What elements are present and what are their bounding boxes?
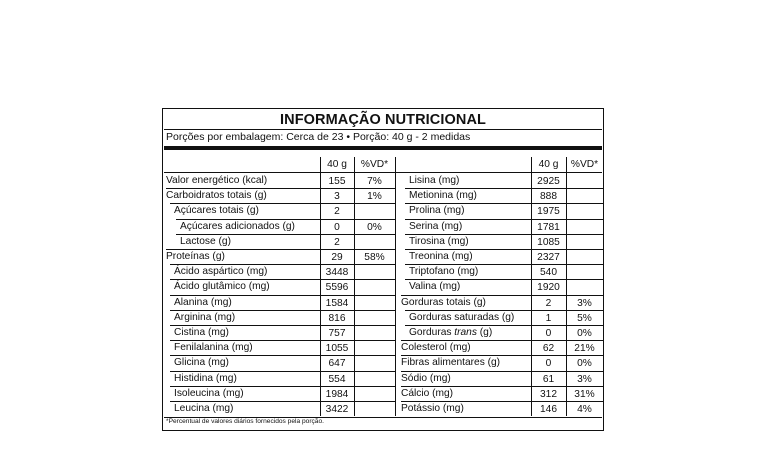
right-row-dv: 31% [574, 388, 595, 400]
left-row-name: Açúcares totais (g) [174, 205, 259, 217]
left-row-value: 29 [331, 252, 343, 263]
right-row-dv: 3% [577, 297, 592, 309]
right-row-name: Treonina (mg) [409, 251, 473, 262]
left-row-value: 1984 [325, 388, 349, 400]
left-row-name: Valor energético (kcal) [166, 175, 268, 186]
left-row-value: 2 [334, 206, 340, 218]
left-row-dv: 58% [364, 252, 385, 263]
left-row-name: Açúcares adicionados (g) [180, 220, 295, 232]
right-row-value: 1781 [537, 221, 560, 233]
right-row-name: Potássio (mg) [401, 403, 464, 414]
right-row-dv: 0% [577, 358, 592, 370]
left-row-value: 647 [328, 358, 346, 370]
left-row-value: 0 [334, 221, 340, 233]
right-row-value: 1 [545, 312, 552, 324]
right-row-value: 0 [545, 328, 552, 339]
left-row-name: Proteínas (g) [166, 251, 225, 262]
right-row-name: Triptofano (mg) [409, 266, 479, 278]
left-row-value: 155 [328, 176, 346, 187]
left-row-name: Cistina (mg) [174, 327, 229, 338]
left-row-value: 2 [334, 236, 340, 248]
title-divider [164, 129, 602, 130]
right-row-name: Fibras alimentares (g) [401, 357, 501, 369]
left-row-name: Fenilalanina (mg) [174, 342, 253, 354]
right-row-value: 540 [540, 267, 557, 279]
right-row-dv: 3% [577, 373, 592, 385]
nutrition-facts-label [162, 108, 604, 431]
footnote: *Percentual de valores diários fornecidos pela porção. [166, 418, 324, 425]
servings-info: Porções por embalagem: Cerca de 23 • Porção: 40 g - 2 medidas [166, 131, 471, 143]
left-row-value: 757 [328, 328, 346, 339]
left-row-name: Lactose (g) [180, 235, 231, 247]
left-amount-header: 40 g [327, 159, 347, 170]
left-row-name: Histidina (mg) [174, 372, 237, 384]
right-row-value: 2 [545, 297, 552, 309]
right-row-dv: 4% [577, 404, 592, 415]
right-row-name: Cálcio (mg) [401, 387, 454, 399]
left-row-name: Arginina (mg) [174, 311, 236, 323]
right-row-dv: 21% [574, 343, 595, 355]
right-row-name: Serina (mg) [409, 220, 463, 232]
left-row-name: Carboidratos totais (g) [166, 190, 267, 202]
left-row-dv: 0% [367, 221, 382, 233]
right-row-value: 312 [540, 388, 557, 400]
right-row-name: Gorduras trans (g) [409, 327, 493, 338]
right-row-value: 146 [540, 404, 557, 415]
left-row-value: 816 [328, 312, 346, 324]
left-row-value: 554 [328, 373, 346, 385]
right-row-value: 2327 [537, 252, 560, 263]
right-row-value: 2925 [537, 176, 560, 187]
left-row-name: Alanina (mg) [174, 296, 232, 308]
left-row-value: 1584 [325, 297, 349, 309]
right-row-dv: 0% [577, 328, 592, 339]
right-row-dv: 5% [577, 312, 592, 324]
left-row-dv: 7% [367, 176, 382, 187]
left-row-dv: 1% [367, 191, 382, 203]
right-row-name: Valina (mg) [409, 281, 461, 293]
left-row-value: 3422 [325, 404, 349, 415]
right-row-name: Colesterol (mg) [401, 342, 471, 354]
right-row-value: 62 [542, 343, 555, 355]
right-row-value: 0 [545, 358, 552, 370]
right-row-name: Lisina (mg) [409, 175, 460, 186]
right-row-name: Sódio (mg) [401, 372, 451, 384]
label-title: INFORMAÇÃO NUTRICIONAL [280, 112, 486, 128]
left-row-name: Ácido glutâmico (mg) [174, 281, 270, 293]
right-row-value: 1920 [537, 282, 560, 294]
left-row-name: Isoleucina (mg) [174, 387, 244, 399]
right-row-value: 888 [540, 191, 557, 203]
right-dv-header: %VD* [570, 159, 599, 170]
column-divider [395, 157, 396, 416]
left-row-value: 3 [334, 191, 340, 203]
right-row-name: Metionina (mg) [409, 190, 477, 202]
right-row-name: Gorduras saturadas (g) [409, 311, 515, 323]
left-row-value: 5596 [325, 282, 349, 294]
right-row-name: Tirosina (mg) [409, 235, 469, 247]
left-row-name: Leucina (mg) [174, 403, 234, 414]
right-row-value: 1975 [537, 206, 560, 218]
right-row-name: Gorduras totais (g) [401, 296, 486, 308]
left-row-name: Glicina (mg) [174, 357, 229, 369]
right-row-value: 61 [542, 373, 555, 385]
left-row-value: 3448 [325, 267, 349, 279]
thick-divider [164, 146, 602, 150]
right-amount-header: 40 g [538, 159, 559, 170]
left-row-value: 1055 [325, 343, 349, 355]
right-row-name: Prolina (mg) [409, 205, 465, 217]
right-row-value: 1085 [537, 236, 560, 248]
left-row-name: Ácido aspártico (mg) [174, 266, 268, 278]
left-dv-header: %VD* [360, 159, 389, 170]
